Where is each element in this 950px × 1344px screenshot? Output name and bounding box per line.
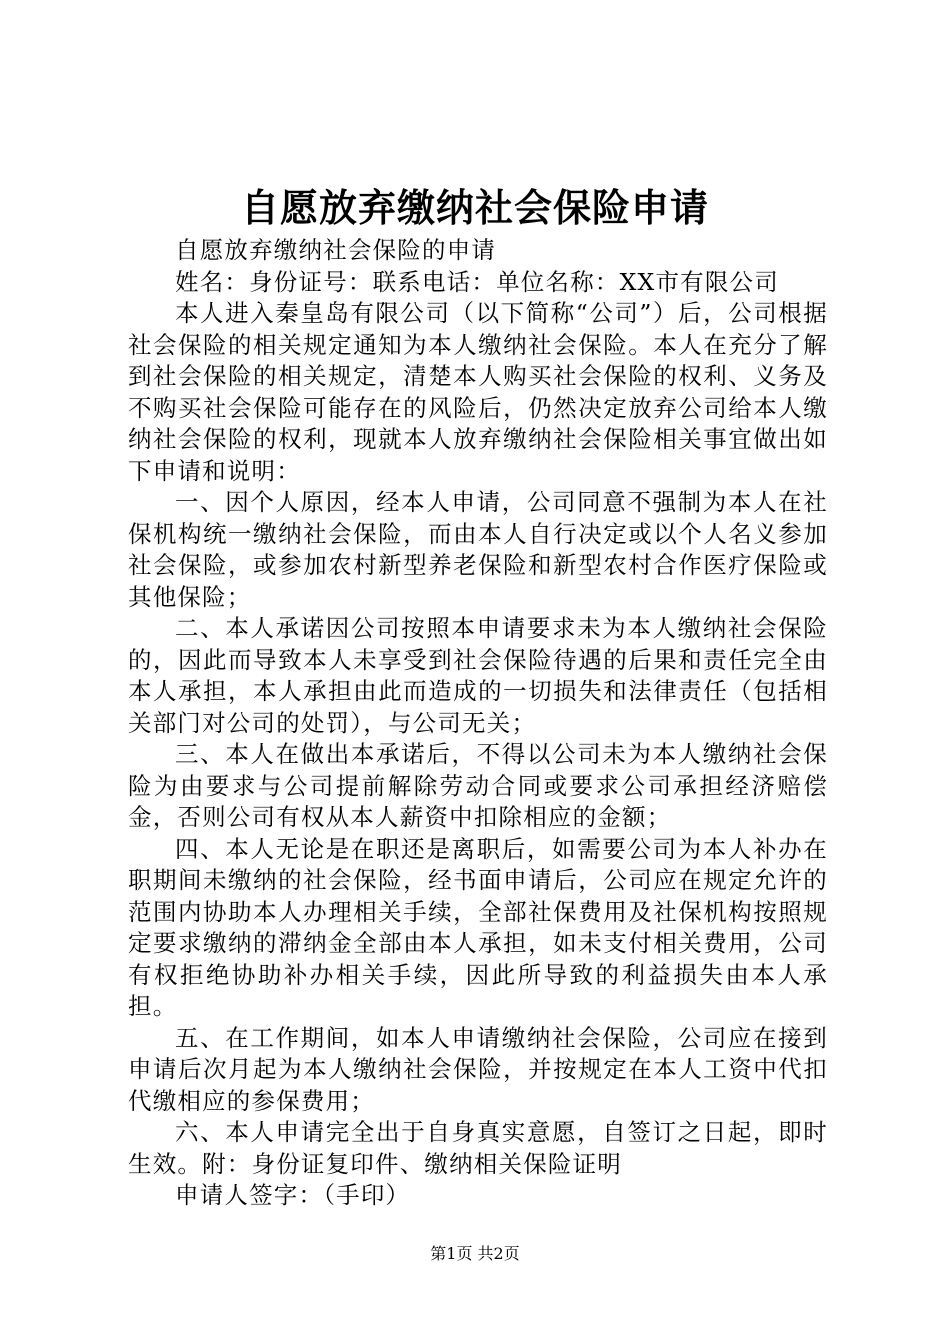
personal-info-line: 姓名：身份证号：联系电话：单位名称：XX市有限公司 [175, 267, 779, 296]
clause-6-paragraph: 六、本人申请完全出于自身真实意愿，自签订之日起，即时生效。附：身份证复印件、缴纳相关保险证明 [128, 1118, 828, 1178]
clause-2-paragraph: 二、本人承诺因公司按照本申请要求未为本人缴纳社会保险的，因此而导致本人未享受到社会保险待遇的后果和责任完全由本人承担，本人承担由此而造成的一切损失和法律责任（包括相关部门对公司的处罚），与公司无关； [128, 614, 828, 737]
page-number-footer: 第1页 共2页 [430, 1244, 520, 1263]
clause-3-paragraph: 三、本人在做出本承诺后，不得以公司未为本人缴纳社会保险为由要求与公司提前解除劳动合同或要求公司承担经济赔偿金，否则公司有权从本人薪资中扣除相应的金额； [128, 740, 828, 831]
clause-1-paragraph: 一、因个人原因，经本人申请，公司同意不强制为本人在社保机构统一缴纳社会保险，而由本人自行决定或以个人名义参加社会保险，或参加农村新型养老保险和新型农村合作医疗保险或其他保险； [128, 488, 828, 611]
subtitle-paragraph: 自愿放弃缴纳社会保险的申请 [175, 236, 497, 264]
clause-5-paragraph: 五、在工作期间，如本人申请缴纳社会保险，公司应在接到申请后次月起为本人缴纳社会保险，并按规定在本人工资中代扣代缴相应的参保费用； [128, 1023, 828, 1115]
clause-4-paragraph: 四、本人无论是在职还是离职后，如需要公司为本人补办在职期间未缴纳的社会保险，经书面申请后，公司应在规定允许的范围内协助本人办理相关手续，全部社保费用及社保机构按照规定要求缴纳的滞纳金全部由本人承担，如未支付相关费用，公司有权拒绝协助补办相关手续，因此所导致的利益损失由本人承担。 [128, 834, 828, 1020]
signature-line: 申请人签字：（手印） [175, 1181, 411, 1209]
document-title: 自愿放弃缴纳社会保险申请 [240, 185, 709, 230]
intro-paragraph: 本人进入秦皇岛有限公司（以下简称“公司”）后，公司根据社会保险的相关规定通知为本人缴纳社会保险。本人在充分了解到社会保险的相关规定，清楚本人购买社会保险的权利、义务及不购买社会保险可能存在的风险后，仍然决定放弃公司给本人缴纳社会保险的权利，现就本人放弃缴纳社会保险相关事宜做出如下申请和说明： [128, 299, 828, 485]
document-body [128, 235, 828, 1212]
